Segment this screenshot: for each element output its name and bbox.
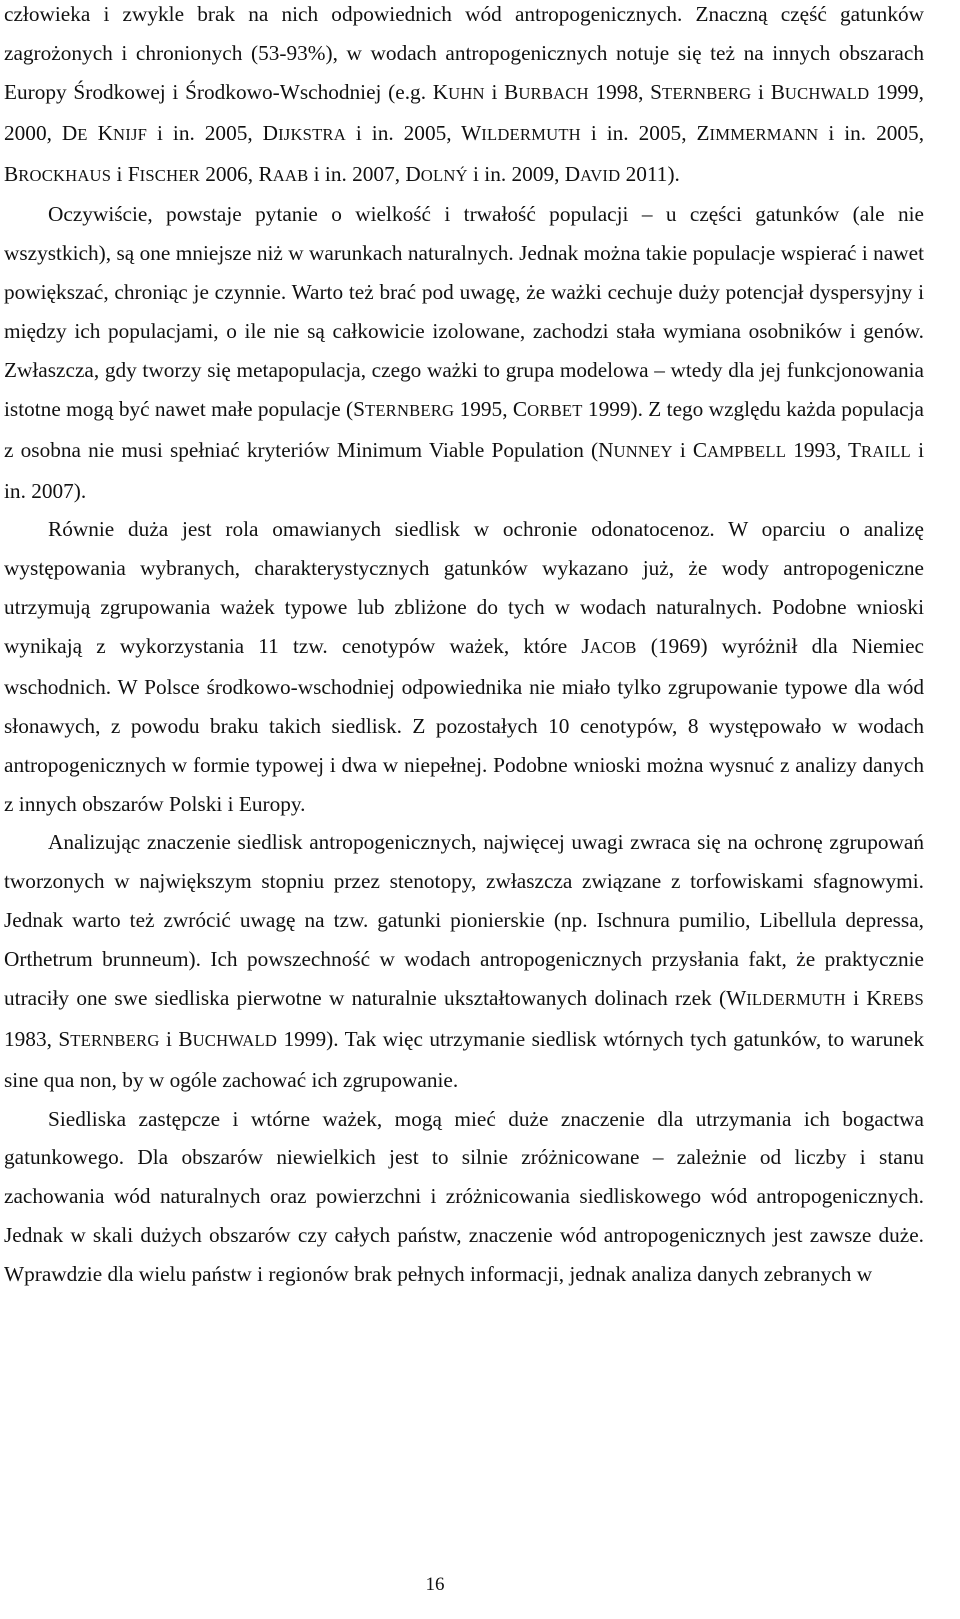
- small-caps-text: ACOB: [589, 638, 637, 657]
- text-run: 1999). Tak więc utrzymanie siedlisk wtórnych tych gatunków, to warunek sine qua non, by w ogóle zachować ich zgrupowanie.: [4, 1026, 924, 1092]
- small-caps-text: UNNEY: [613, 441, 673, 461]
- text-run: D: [405, 161, 421, 186]
- text-run: B: [504, 79, 519, 104]
- paragraph-2: [4, 195, 924, 510]
- small-caps-text: E: [77, 124, 88, 144]
- text-run: S: [650, 79, 663, 104]
- text-run: D: [262, 120, 279, 145]
- text-run: i: [672, 437, 693, 462]
- text-run: 1995,: [454, 396, 513, 421]
- text-run: i in. 2005,: [345, 120, 462, 145]
- small-caps-text: IJKSTRA: [278, 124, 346, 144]
- small-caps-text: ORBET: [527, 400, 583, 420]
- text-run: B: [4, 161, 19, 186]
- text-run: Równie duża jest rola omawianych siedlisk w ochronie odonatocenoz. W oparciu o analizę występowania wybranych, charakterystycznych gatunków wykazano już, że wody antropogeniczne utrzymują zgrupowania ważek typowe lub zbliżone do tych w wodach naturalnych. Podobne wnioski wynikają z wykorzystania 11 tzw. cenotypów ważek, które: [4, 517, 924, 658]
- small-caps-text: IMMERMANN: [709, 124, 819, 144]
- page-number: 16: [425, 1574, 445, 1595]
- small-caps-text: ILDERMUTH: [481, 124, 581, 144]
- text-run: D: [61, 120, 78, 145]
- text-run: D: [564, 161, 581, 186]
- text-run: i: [845, 985, 867, 1010]
- small-caps-text: ILDERMUTH: [746, 989, 846, 1009]
- text-run: W: [726, 985, 747, 1010]
- text-run: C: [512, 396, 528, 421]
- text-run: J: [581, 634, 590, 658]
- small-caps-text: REBS: [881, 989, 924, 1009]
- text-run: B: [770, 79, 785, 104]
- small-caps-text: UHN: [448, 83, 485, 103]
- text-run: i in. 2005,: [147, 120, 263, 145]
- text-run: (1969) wyróżnił dla Niemiec wschodnich. W Polsce środkowo-wschodniej odpowiednika nie miało tylko zgrupowanie typowe dla wód słonawych, z powodu braku takich siedlisk. Z pozostałych 10 cenotypów, 8 występowało w wodach antropogenicznych w formie typowej i dwa w niepełnej. Podobne wnioski można wysnuć z analizy danych z innych obszarów Polski i Europy.: [4, 634, 924, 816]
- text-run: 1998,: [588, 79, 651, 104]
- text-run: 1993,: [786, 437, 848, 462]
- small-caps-text: UCHWALD: [192, 1030, 278, 1050]
- text-run: i in. 2009,: [467, 161, 565, 186]
- text-run: 2006,: [199, 161, 259, 186]
- text-run: i: [111, 161, 128, 186]
- text-run: i in. 2007).: [4, 437, 924, 503]
- text-run: F: [127, 161, 140, 186]
- small-caps-text: NIJF: [113, 124, 148, 144]
- text-run: i: [159, 1026, 179, 1051]
- text-run: i in. 2005,: [818, 120, 925, 145]
- text-run: S: [58, 1026, 71, 1051]
- small-caps-text: URBACH: [518, 83, 589, 103]
- paragraph-3: [4, 510, 924, 823]
- text-run: i: [484, 79, 505, 104]
- text-run: i in. 2005,: [580, 120, 697, 145]
- text-run: K: [866, 985, 882, 1010]
- text-run: R: [258, 161, 273, 186]
- small-caps-text: RAILL: [860, 441, 911, 461]
- body-text: [4, 0, 924, 1294]
- small-caps-text: TERNBERG: [70, 1030, 160, 1050]
- small-caps-text: TERNBERG: [364, 400, 455, 420]
- text-run: i in. 2007,: [308, 161, 406, 186]
- text-run: K: [432, 79, 449, 104]
- text-run: N: [598, 437, 614, 462]
- paragraph-1: [4, 0, 924, 195]
- text-run: 1999). Z tego względu każda populacja z osobna nie musi spełniać kryteriów Minimum Viable Population (: [4, 396, 924, 462]
- text-run: Analizując znaczenie siedlisk antropogenicznych, najwięcej uwagi zwraca się na ochronę zgrupowań tworzonych w największym stopniu przez stenotopy, zwłaszcza związane z torfowiskami sfagnowymi. Jednak warto też zwrócić uwagę na tzw. gatunki pionierskie (np. Ischnura pumilio, Libellula depressa, Orthetrum brunneum). Ich powszechność w wodach antropogenicznych przysłania fakt, że praktycznie utraciły one swe siedliska pierwotne w naturalnie ukształtowanych dolinach rzek (: [4, 830, 924, 1010]
- text-run: Siedliska zastępcze i wtórne ważek, mogą mieć duże znaczenie dla utrzymania ich bogactwa gatunkowego. Dla obszarów niewielkich jest to silnie zróżnicowane – zależnie od liczby i stanu zachowania wód naturalnych oraz powierzchni i zróżnicowania siedliskowego wód antropogenicznych. Jednak w skali dużych obszarów czy całych państw, znaczenie wód antropogenicznych jest zawsze duże. Wprawdzie dla wielu państw i regionów brak pełnych informacji, jednak analiza danych zebranych w: [4, 1106, 924, 1286]
- text-run: i: [751, 79, 771, 104]
- text-run: Z: [696, 120, 710, 145]
- text-run: W: [461, 120, 482, 145]
- text-run: C: [692, 437, 708, 462]
- small-caps-text: AAB: [272, 165, 309, 185]
- text-run: B: [178, 1026, 193, 1051]
- small-caps-text: AMPBELL: [707, 441, 787, 461]
- paragraph-5: [4, 1100, 924, 1294]
- small-caps-text: AVID: [580, 165, 621, 185]
- text-run: S: [353, 396, 365, 421]
- text-run: K: [97, 120, 114, 145]
- text-run: T: [847, 437, 861, 462]
- text-run: 2011).: [620, 161, 680, 186]
- text-run: 1983,: [4, 1026, 59, 1051]
- text-run: Oczywiście, powstaje pytanie o wielkość i trwałość populacji – u części gatunków (ale nie wszystkich), są one mniejsze niż w warunkach naturalnych. Jednak można takie populacje wspierać i nawet powiększać, chroniąc je czynnie. Warto też brać pod uwagę, że ważki cechuje duży potencjał dyspersyjny i między ich populacjami, o ile nie są całkowicie izolowane, zachodzi stała wymiana osobników i genów. Zwłaszcza, gdy tworzy się metapopulacja, czego ważki to grupa modelowa – wtedy dla jej funkcjonowania istotne mogą być nawet małe populacje (: [4, 202, 924, 421]
- text-run: [88, 121, 98, 145]
- small-caps-text: ROCKHAUS: [18, 165, 112, 185]
- small-caps-text: ISCHER: [139, 165, 200, 185]
- small-caps-text: OLNÝ: [420, 165, 468, 185]
- paragraph-4: [4, 823, 924, 1099]
- small-caps-text: UCHWALD: [784, 83, 870, 103]
- small-caps-text: TERNBERG: [662, 83, 752, 103]
- text-run: 1999, 2000,: [4, 79, 925, 145]
- text-run: człowieka i zwykle brak na nich odpowiednich wód antropogenicznych. Znaczną część gatunków zagrożonych i chronionych (53-93%), w wodach antropogenicznych notuje się też na innych obszarach Europy Środkowej i Środkowo-Wschodniej (e.g.: [4, 2, 924, 104]
